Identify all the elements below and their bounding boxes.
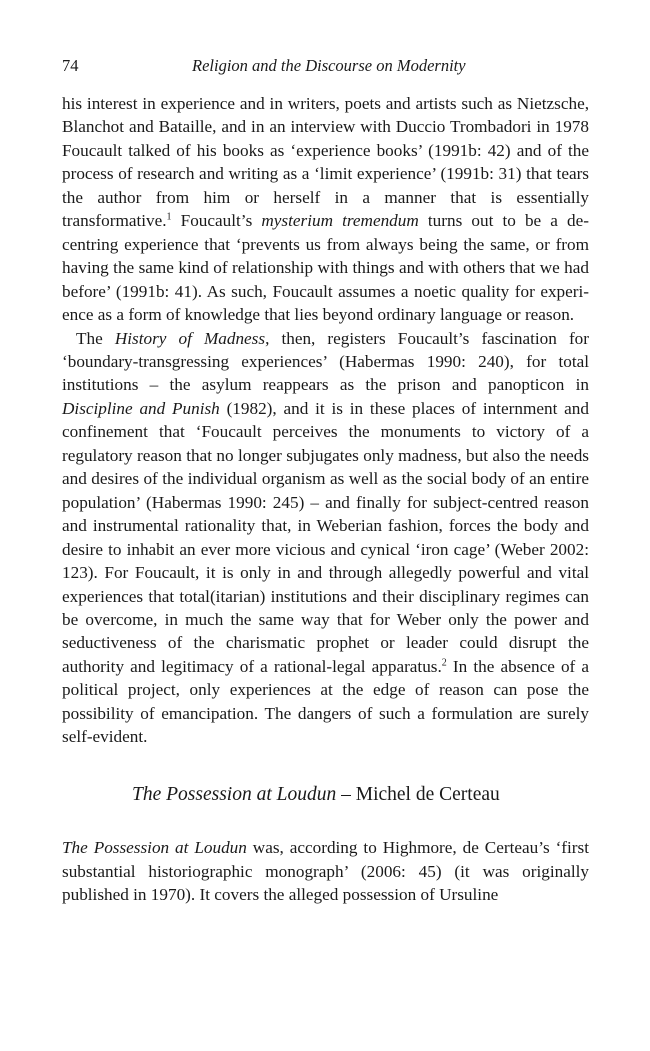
text-run: Foucault’s — [171, 211, 262, 231]
footnote-marker-2[interactable]: 2 — [441, 657, 447, 669]
running-head — [62, 56, 589, 84]
text-run: his interest in experience and in writers, poets and artists such as Nietzsche, Blanchot and Bataille, and in an interview with Duccio Trombadori in 1978 Foucault talked of his books as ‘experience books’ (1991b: 42) and of the process of research and writing as a ‘limit experience’ (1991b: 31) that tears the author from him or herself in a manner that is essentially transformative. — [62, 94, 589, 231]
italic-term: mysterium tremendum — [261, 211, 419, 231]
text-run: , then, registers Foucault’s fascination for ‘boundary-transgressing experiences’ (Habermas 1990: 240), for total institutions – the asylum reappears as the prison and panopticon in — [62, 328, 589, 395]
text-run: (1982), and it is in these places of internment and confinement that ‘Foucault perceives the monuments to victory of a regulatory reason that no longer subjugates only madness, but also the needs and desires of the individual organism as well as the social body of an entire population’ (Habermas 1990: 245) – and finally for subject-centred reason and instrumental rationality that, in Weberian fashion, forces the body and desire to inhabit an ever more vicious and cynical ‘iron cage’ (Weber 2002: 123). For Foucault, it is only in and through allegedly powerful and vital experiences that total(itarian) institutions and their disciplinary regimes can be overcome, in much the same way that for Weber only the power and seductiveness of the charismatic prophet or leader could disrupt the authority and legitimacy of a rational-legal apparatus. — [62, 398, 589, 676]
text-run: was, according to Highmore, de Certeau’s ‘first substantial historiographic monograph’ (2006: 45) (it was originally published in 1970). It covers the alleged possession of Ursuline — [62, 838, 589, 905]
paragraph-2 — [62, 327, 589, 749]
book-page — [62, 56, 589, 907]
text-run: turns out to be a de-centring experience that ‘prevents us from always being the same, or from having the same kind of relationship with things and with others that we had before’ (1991b: 41). As such, Foucault assumes a noetic quality for experience as a form of knowledge that lies beyond ordinary language or reason. — [62, 211, 589, 325]
italic-title: Discipline and Punish — [62, 398, 220, 418]
paragraph-1 — [62, 92, 589, 327]
footnote-marker-1[interactable]: 1 — [166, 211, 172, 223]
section-heading — [62, 783, 589, 806]
paragraph-3 — [62, 836, 589, 906]
body-text — [62, 92, 589, 907]
page-number: 74 — [62, 56, 79, 75]
text-run: In the absence of a political project, only experiences at the edge of reason can pose the possibility of emancipation. The dangers of such a formulation are surely self-evident. — [62, 656, 589, 747]
italic-title: History of Madness — [114, 328, 266, 348]
italic-title: The Possession at Loudun — [62, 838, 247, 858]
section-heading-italic: The Possession at Loudun — [132, 783, 337, 805]
text-run: The — [76, 328, 115, 348]
section-heading-rest: – Michel de Certeau — [336, 783, 500, 805]
running-title: Religion and the Discourse on Modernity — [192, 56, 466, 75]
